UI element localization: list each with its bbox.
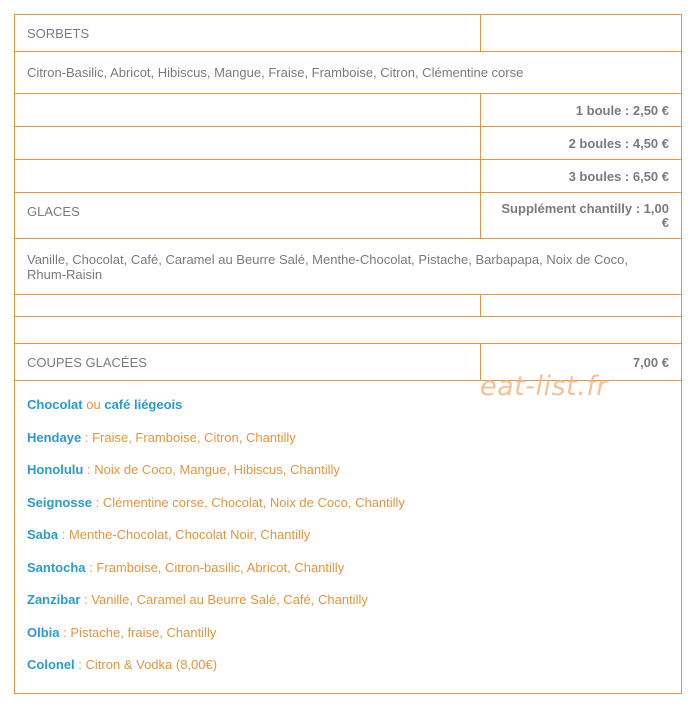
sorbets-flavors: Citron-Basilic, Abricot, Hibiscus, Mangue, Fraise, Framboise, Citron, Clémentine corse: [15, 52, 682, 94]
glaces-title: GLACES: [15, 193, 481, 239]
coupe-or-text: ou: [86, 397, 101, 412]
coupe-name: Olbia: [27, 624, 60, 640]
coupe-separator: :: [84, 592, 88, 607]
sorbets-title: SORBETS: [15, 15, 481, 52]
coupe-name: Chocolat: [27, 397, 83, 412]
coupe-description: Fraise, Framboise, Citron, Chantilly: [92, 429, 296, 445]
empty-row: [15, 317, 682, 344]
empty-cell: [15, 127, 481, 160]
coupe-name: Santocha: [27, 559, 86, 575]
coupe-item: [27, 487, 669, 520]
price-two-scoops: 2 boules : 4,50 €: [481, 127, 682, 160]
empty-cell: [15, 160, 481, 193]
price-one-scoop: 1 boule : 2,50 €: [481, 94, 682, 127]
sorbets-header-row: [15, 15, 682, 52]
coupes-title: COUPES GLACÉES: [15, 344, 481, 381]
coupe-separator: :: [63, 624, 67, 640]
coupe-separator: :: [95, 494, 100, 510]
coupe-name: Colonel: [27, 657, 75, 672]
sorbets-flavors-row: [15, 52, 682, 94]
coupe-separator: :: [84, 429, 89, 445]
coupe-item: [27, 454, 669, 487]
glaces-header-row: [15, 193, 682, 239]
chantilly-supplement: Supplément chantilly : 1,00 €: [481, 193, 682, 239]
coupe-description: Citron & Vodka (8,00€): [85, 657, 218, 672]
coupe-separator: :: [86, 462, 91, 477]
coupes-list-row: [15, 381, 682, 694]
sorbets-price-row: [15, 160, 682, 193]
watermark: eat-list.fr: [480, 371, 608, 402]
empty-cell: [481, 295, 682, 317]
coupe-description: Noix de Coco, Mangue, Hibiscus, Chantilly: [94, 462, 340, 477]
coupe-item: [27, 422, 669, 455]
coupe-name: Hendaye: [27, 429, 82, 445]
glaces-flavors-row: [15, 239, 682, 295]
empty-cell: [15, 295, 481, 317]
coupe-description: Vanille, Caramel au Beurre Salé, Café, Chantilly: [91, 592, 368, 607]
glaces-flavors: Vanille, Chocolat, Café, Caramel au Beurre Salé, Menthe-Chocolat, Pistache, Barbapapa, Noix de Coco, Rhum-Raisin: [15, 239, 682, 295]
coupe-separator: :: [89, 559, 93, 575]
coupe-name: Honolulu: [27, 462, 84, 477]
coupe-description: Clémentine corse, Chocolat, Noix de Coco, Chantilly: [102, 494, 405, 510]
empty-row: [15, 295, 682, 317]
coupe-description: Framboise, Citron-basilic, Abricot, Chantilly: [96, 559, 345, 575]
coupe-separator: :: [61, 527, 66, 542]
empty-cell: [15, 317, 682, 344]
price-three-scoops: 3 boules : 6,50 €: [481, 160, 682, 193]
coupes-list: [15, 381, 682, 694]
coupe-name: Zanzibar: [27, 592, 81, 607]
coupe-item: [27, 649, 669, 682]
coupe-separator: :: [78, 657, 82, 672]
sorbets-price-row: [15, 94, 682, 127]
coupe-name: Saba: [27, 527, 59, 542]
coupe-name: café liégeois: [104, 397, 183, 412]
empty-cell: [481, 15, 682, 52]
coupes-price: 7,00 €: [481, 344, 682, 381]
menu-table: [14, 14, 682, 694]
menu-container: [14, 14, 681, 694]
empty-cell: [15, 94, 481, 127]
coupe-description: Menthe-Chocolat, Chocolat Noir, Chantilly: [68, 527, 311, 542]
coupe-item: [27, 552, 669, 585]
coupe-item: [27, 584, 669, 617]
coupe-item: [27, 617, 669, 650]
coupe-description: Pistache, fraise, Chantilly: [70, 624, 217, 640]
sorbets-price-row: [15, 127, 682, 160]
coupe-item: [27, 519, 669, 552]
coupe-name: Seignosse: [27, 494, 93, 510]
